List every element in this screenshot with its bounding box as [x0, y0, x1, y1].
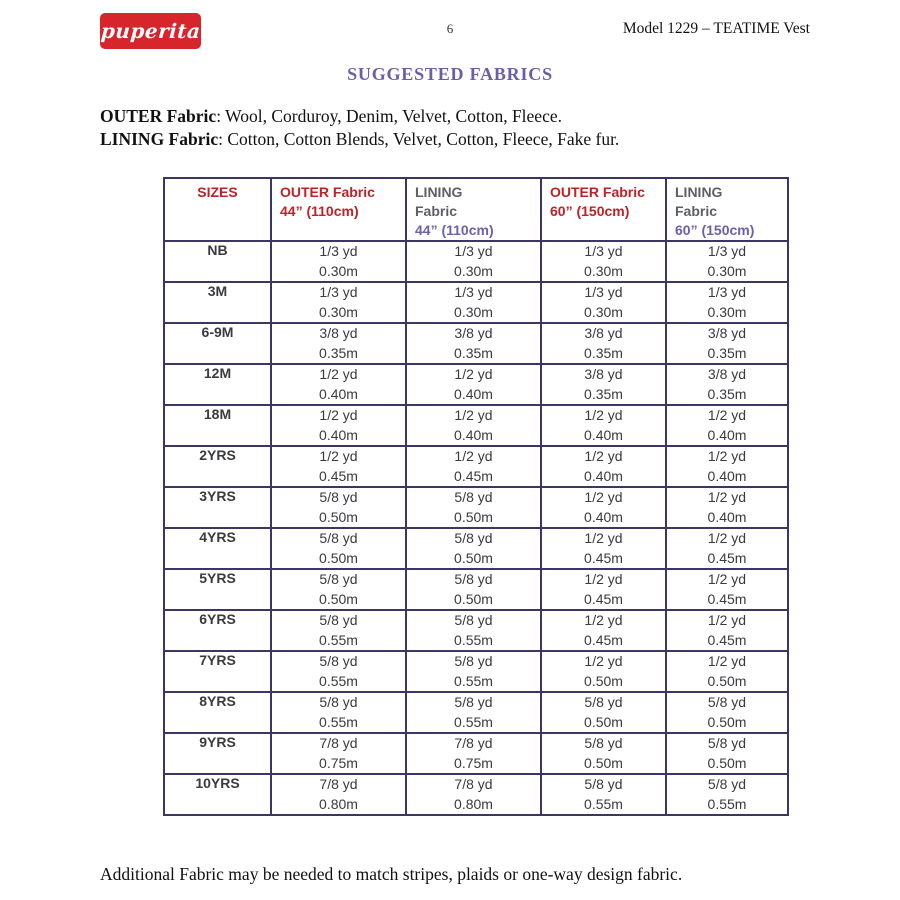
yardage-cell	[666, 323, 788, 364]
yardage-cell	[666, 446, 788, 487]
yardage-line: 0.40m	[584, 467, 623, 484]
yardage-line: 7/8 yd	[454, 776, 493, 792]
yardage-cell	[541, 733, 666, 774]
yardage-line: 5/8 yd	[454, 612, 493, 628]
table-row	[164, 323, 788, 364]
yardage-line: 3/8 yd	[584, 325, 623, 341]
yardage-line: 0.30m	[454, 303, 493, 320]
column-header-line: OUTER Fabric	[280, 184, 375, 200]
yardage-cell	[541, 364, 666, 405]
lining-fabric-list: : Cotton, Cotton Blends, Velvet, Cotton, Fleece, Fake fur.	[218, 129, 620, 149]
yardage-cell	[271, 241, 406, 282]
column-header-line: LINING	[415, 184, 463, 200]
yardage-line: 0.40m	[454, 426, 493, 443]
table-row	[164, 446, 788, 487]
yardage-line: 1/2 yd	[707, 489, 747, 505]
yardage-line: 3/8 yd	[707, 325, 747, 341]
table-row	[164, 733, 788, 774]
yardage-line: 5/8 yd	[319, 530, 358, 546]
yardage-line: 1/2 yd	[319, 366, 358, 382]
yardage-line: 1/2 yd	[319, 448, 358, 464]
yardage-line: 0.55m	[454, 631, 493, 648]
page-title: SUGGESTED FABRICS	[347, 64, 553, 84]
yardage-line: 5/8 yd	[319, 694, 358, 710]
yardage-line: 5/8 yd	[454, 530, 493, 546]
yardage-line: 0.45m	[584, 549, 623, 566]
yardage-line: 0.30m	[707, 262, 747, 279]
yardage-line: 0.40m	[584, 508, 623, 525]
yardage-line: 7/8 yd	[319, 735, 358, 751]
yardage-cell	[666, 364, 788, 405]
yardage-line: 5/8 yd	[319, 489, 358, 505]
yardage-line: 0.30m	[584, 303, 623, 320]
yardage-cell	[541, 692, 666, 733]
yardage-line: 1/2 yd	[584, 448, 623, 464]
yardage-line: 0.55m	[319, 672, 358, 689]
yardage-line: 1/2 yd	[454, 448, 493, 464]
yardage-cell	[541, 446, 666, 487]
lining-fabric-line	[100, 128, 619, 151]
yardage-line: 0.50m	[584, 713, 623, 730]
yardage-line: 0.50m	[707, 713, 747, 730]
yardage-line: 0.50m	[584, 754, 623, 771]
yardage-line: 0.80m	[319, 795, 358, 812]
yardage-cell	[666, 692, 788, 733]
yardage-line: 1/2 yd	[454, 366, 493, 382]
yardage-cell	[541, 610, 666, 651]
yardage-line: 5/8 yd	[584, 776, 623, 792]
column-header	[164, 178, 271, 241]
column-header-line: Fabric	[675, 203, 718, 219]
size-label: 10YRS	[164, 774, 271, 815]
yardage-line: 0.40m	[707, 508, 747, 525]
yardage-cell	[666, 241, 788, 282]
yardage-line: 0.30m	[319, 303, 358, 320]
yardage-line: 0.75m	[454, 754, 493, 771]
yardage-line: 0.50m	[454, 549, 493, 566]
yardage-line: 5/8 yd	[319, 653, 358, 669]
yardage-line: 3/8 yd	[319, 325, 358, 341]
yardage-line: 0.30m	[319, 262, 358, 279]
yardage-line: 0.40m	[584, 426, 623, 443]
yardage-line: 0.30m	[454, 262, 493, 279]
size-label: 8YRS	[164, 692, 271, 733]
yardage-line: 1/3 yd	[454, 243, 493, 259]
footer-note: Additional Fabric may be needed to match stripes, plaids or one-way design fabric.	[100, 864, 683, 884]
yardage-cell	[541, 405, 666, 446]
yardage-line: 1/2 yd	[584, 653, 623, 669]
yardage-line: 0.50m	[584, 672, 623, 689]
yardage-line: 0.40m	[319, 385, 358, 402]
yardage-line: 0.30m	[707, 303, 747, 320]
yardage-cell	[541, 774, 666, 815]
yardage-line: 0.40m	[707, 467, 747, 484]
yardage-line: 3/8 yd	[584, 366, 623, 382]
yardage-line: 1/3 yd	[584, 284, 623, 300]
yardage-line: 7/8 yd	[454, 735, 493, 751]
yardage-line: 1/2 yd	[707, 653, 747, 669]
yardage-line: 0.45m	[707, 549, 747, 566]
yardage-cell	[406, 569, 541, 610]
yardage-line: 1/2 yd	[584, 489, 623, 505]
yardage-cell	[666, 651, 788, 692]
column-header-line: OUTER Fabric	[550, 184, 645, 200]
yardage-line: 5/8 yd	[707, 694, 747, 710]
yardage-line: 1/3 yd	[319, 284, 358, 300]
yardage-line: 0.50m	[319, 508, 358, 525]
table-row	[164, 282, 788, 323]
yardage-line: 1/3 yd	[707, 243, 747, 259]
yardage-line: 1/3 yd	[584, 243, 623, 259]
yardage-cell	[406, 446, 541, 487]
size-label: NB	[164, 241, 271, 282]
yardage-line: 5/8 yd	[584, 694, 623, 710]
yardage-cell	[271, 282, 406, 323]
yardage-cell	[271, 651, 406, 692]
yardage-cell	[271, 405, 406, 446]
yardage-cell	[406, 241, 541, 282]
column-header-line: LINING	[675, 184, 723, 200]
yardage-line: 0.55m	[584, 795, 623, 812]
column-header-line: SIZES	[197, 184, 238, 200]
column-header-line: 44” (110cm)	[415, 222, 494, 238]
size-label: 6YRS	[164, 610, 271, 651]
yardage-line: 3/8 yd	[454, 325, 493, 341]
page-number: 6	[446, 21, 454, 36]
yardage-cell	[541, 528, 666, 569]
yardage-cell	[541, 241, 666, 282]
yardage-cell	[271, 610, 406, 651]
size-label: 3YRS	[164, 487, 271, 528]
outer-fabric-line	[100, 105, 619, 128]
size-label: 9YRS	[164, 733, 271, 774]
yardage-cell	[271, 692, 406, 733]
yardage-cell	[406, 323, 541, 364]
yardage-cell	[666, 569, 788, 610]
yardage-cell	[406, 364, 541, 405]
table-row	[164, 569, 788, 610]
yardage-line: 1/2 yd	[584, 530, 623, 546]
table-row	[164, 610, 788, 651]
yardage-line: 5/8 yd	[707, 735, 747, 751]
yardage-cell	[271, 487, 406, 528]
yardage-cell	[406, 405, 541, 446]
yardage-line: 0.35m	[584, 385, 623, 402]
size-label: 18M	[164, 405, 271, 446]
yardage-line: 0.75m	[319, 754, 358, 771]
yardage-cell	[541, 487, 666, 528]
yardage-cell	[406, 282, 541, 323]
yardage-line: 0.35m	[454, 344, 493, 361]
yardage-line: 0.55m	[319, 631, 358, 648]
yardage-cell	[406, 733, 541, 774]
yardage-cell	[666, 528, 788, 569]
size-label: 5YRS	[164, 569, 271, 610]
yardage-line: 0.45m	[584, 590, 623, 607]
yardage-cell	[271, 364, 406, 405]
yardage-cell	[271, 323, 406, 364]
table-row	[164, 241, 788, 282]
table-header	[164, 178, 788, 241]
yardage-cell	[666, 405, 788, 446]
yardage-line: 0.55m	[454, 672, 493, 689]
yardage-line: 0.30m	[584, 262, 623, 279]
yardage-line: 1/2 yd	[454, 407, 493, 423]
yardage-line: 0.55m	[454, 713, 493, 730]
table-row	[164, 774, 788, 815]
yardage-line: 1/3 yd	[454, 284, 493, 300]
yardage-cell	[666, 733, 788, 774]
yardage-line: 5/8 yd	[584, 735, 623, 751]
table-row	[164, 487, 788, 528]
table-row	[164, 528, 788, 569]
document-reference: Model 1229 – TEATIME Vest	[622, 20, 810, 37]
yardage-cell	[406, 651, 541, 692]
outer-fabric-list: : Wool, Corduroy, Denim, Velvet, Cotton, Fleece.	[216, 106, 562, 126]
size-label: 2YRS	[164, 446, 271, 487]
yardage-line: 5/8 yd	[454, 571, 493, 587]
yardage-cell	[541, 323, 666, 364]
yardage-line: 1/2 yd	[584, 571, 623, 587]
yardage-line: 0.45m	[707, 631, 747, 648]
yardage-line: 0.40m	[319, 426, 358, 443]
outer-fabric-label: OUTER Fabric	[100, 106, 217, 126]
yardage-line: 5/8 yd	[454, 694, 493, 710]
table-row	[164, 364, 788, 405]
yardage-cell	[271, 733, 406, 774]
size-label: 3M	[164, 282, 271, 323]
yardage-line: 0.35m	[707, 344, 747, 361]
table-row	[164, 651, 788, 692]
yardage-cell	[406, 692, 541, 733]
yardage-cell	[541, 282, 666, 323]
column-header-line: 60” (150cm)	[550, 203, 630, 219]
yardage-line: 0.45m	[707, 590, 747, 607]
yardage-line: 5/8 yd	[454, 489, 493, 505]
yardage-line: 0.35m	[707, 385, 747, 402]
yardage-line: 0.55m	[707, 795, 747, 812]
size-label: 7YRS	[164, 651, 271, 692]
yardage-line: 0.40m	[707, 426, 747, 443]
lining-fabric-label: LINING Fabric	[100, 129, 219, 149]
yardage-cell	[271, 528, 406, 569]
yardage-line: 0.40m	[454, 385, 493, 402]
yardage-cell	[666, 610, 788, 651]
header-row	[164, 178, 788, 241]
size-label: 4YRS	[164, 528, 271, 569]
column-header	[666, 178, 788, 241]
yardage-line: 0.50m	[707, 754, 747, 771]
yardage-line: 0.55m	[319, 713, 358, 730]
yardage-line: 1/2 yd	[707, 407, 747, 423]
yardage-cell	[406, 487, 541, 528]
size-label: 6-9M	[164, 323, 271, 364]
yardage-line: 0.45m	[584, 631, 623, 648]
yardage-cell	[666, 774, 788, 815]
yardage-line: 1/2 yd	[707, 448, 747, 464]
fabric-notes	[100, 105, 619, 151]
yardage-cell	[406, 610, 541, 651]
yardage-cell	[271, 446, 406, 487]
yardage-line: 1/2 yd	[707, 612, 747, 628]
yardage-line: 1/2 yd	[319, 407, 358, 423]
yardage-cell	[406, 774, 541, 815]
yardage-line: 0.45m	[319, 467, 358, 484]
yardage-line: 1/3 yd	[319, 243, 358, 259]
table-row	[164, 405, 788, 446]
yardage-line: 0.50m	[319, 549, 358, 566]
yardage-line: 1/2 yd	[707, 530, 747, 546]
yardage-cell	[406, 528, 541, 569]
suggested-fabrics-table	[163, 177, 789, 816]
yardage-cell	[541, 569, 666, 610]
table-row	[164, 692, 788, 733]
yardage-line: 0.50m	[454, 508, 493, 525]
yardage-line: 5/8 yd	[319, 612, 358, 628]
yardage-line: 1/3 yd	[707, 284, 747, 300]
yardage-line: 1/2 yd	[707, 571, 747, 587]
column-header-line: 44” (110cm)	[280, 203, 359, 219]
yardage-line: 0.50m	[454, 590, 493, 607]
yardage-line: 0.80m	[454, 795, 493, 812]
yardage-line: 0.35m	[584, 344, 623, 361]
yardage-line: 3/8 yd	[707, 366, 747, 382]
column-header-line: 60” (150cm)	[675, 222, 755, 238]
yardage-line: 0.50m	[707, 672, 747, 689]
table-body	[164, 241, 788, 815]
yardage-line: 0.35m	[319, 344, 358, 361]
yardage-line: 5/8 yd	[319, 571, 358, 587]
column-header	[406, 178, 541, 241]
yardage-line: 5/8 yd	[454, 653, 493, 669]
yardage-cell	[541, 651, 666, 692]
yardage-cell	[271, 774, 406, 815]
logo-text: puperita	[99, 19, 202, 43]
column-header-line: Fabric	[415, 203, 458, 219]
yardage-cell	[666, 282, 788, 323]
size-label: 12M	[164, 364, 271, 405]
yardage-line: 1/2 yd	[584, 407, 623, 423]
yardage-cell	[666, 487, 788, 528]
yardage-line: 0.45m	[454, 467, 493, 484]
yardage-line: 7/8 yd	[319, 776, 358, 792]
column-header	[541, 178, 666, 241]
yardage-line: 5/8 yd	[707, 776, 747, 792]
column-header	[271, 178, 406, 241]
yardage-line: 0.50m	[319, 590, 358, 607]
yardage-cell	[271, 569, 406, 610]
yardage-line: 1/2 yd	[584, 612, 623, 628]
